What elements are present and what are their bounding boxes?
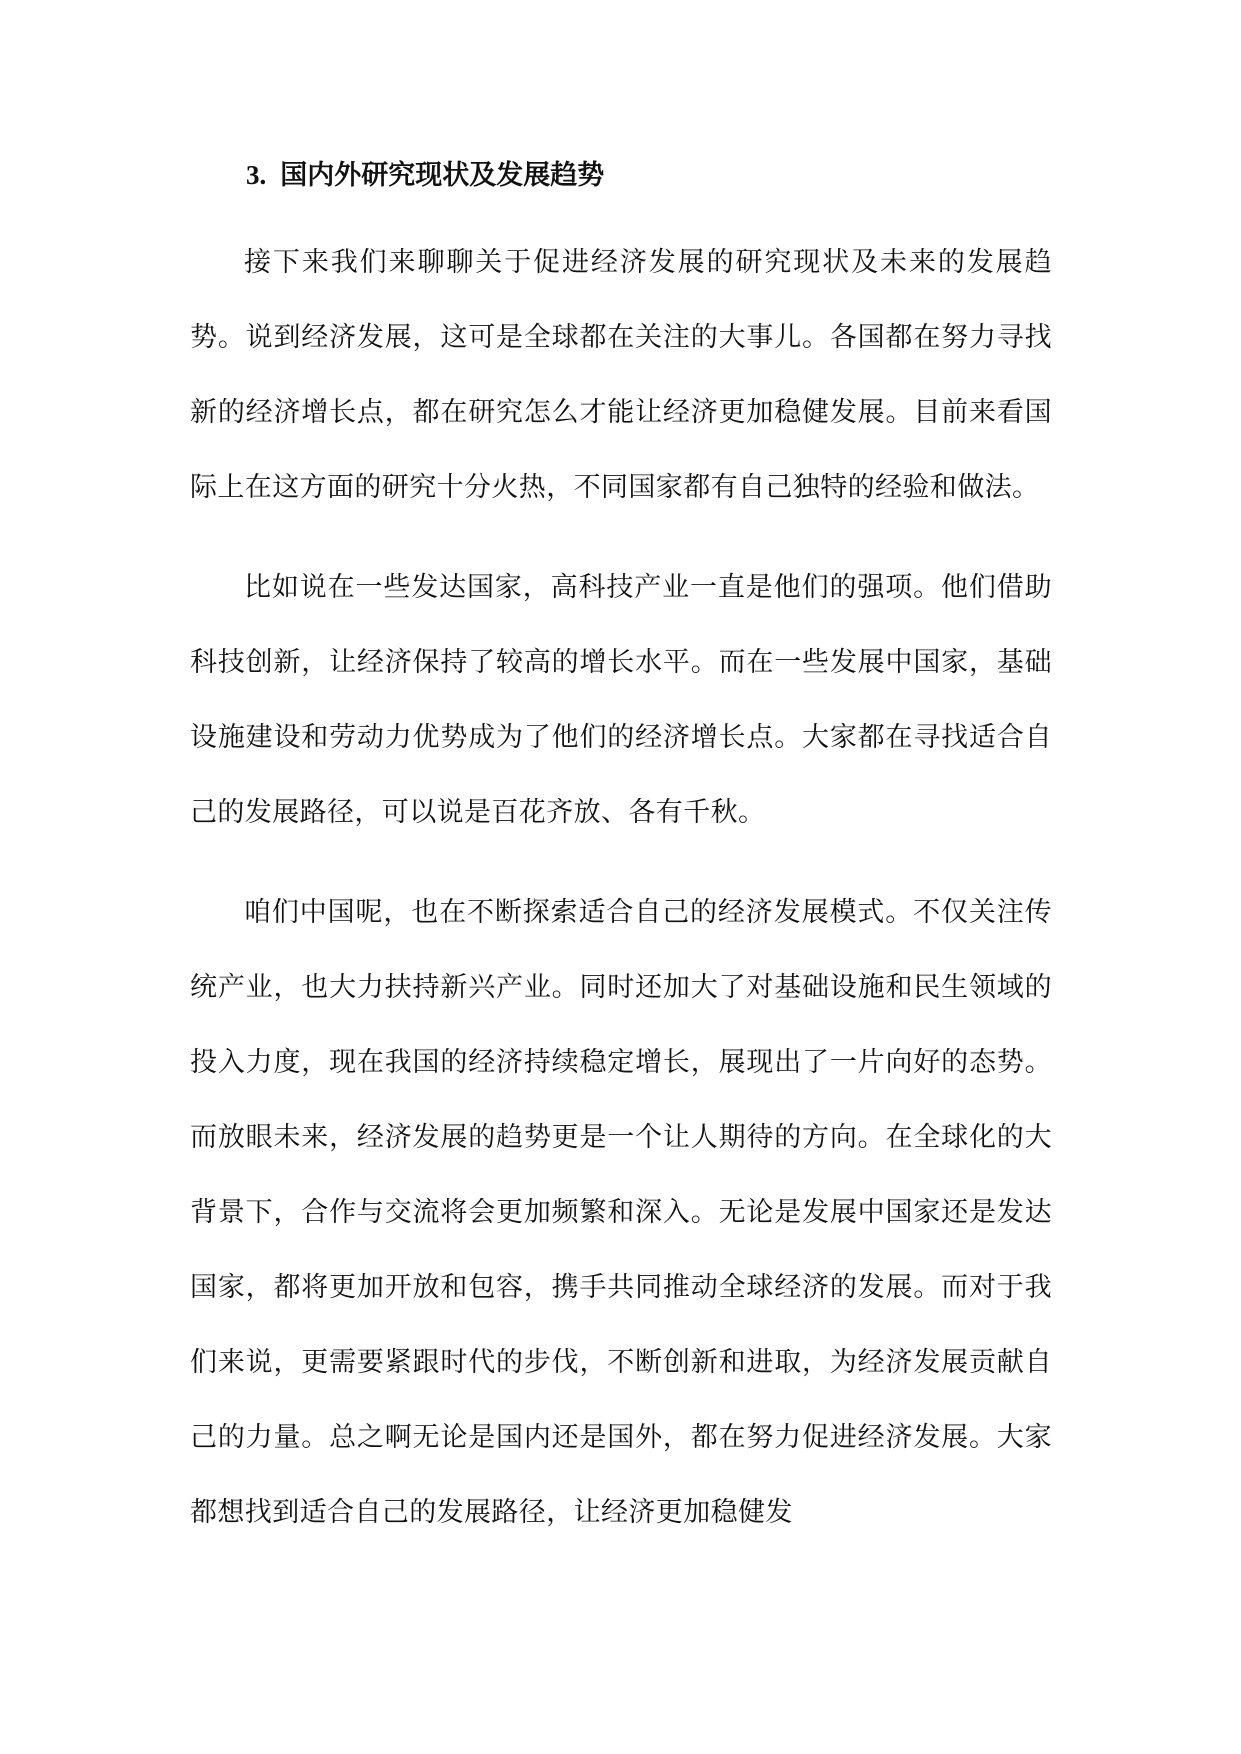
paragraph-1: 接下来我们来聊聊关于促进经济发展的研究现状及未来的发展趋势。说到经济发展，这可是全球都在关注的大事儿。各国都在努力寻找新的经济增长点，都在研究怎么才能让经济更加稳健发展。目前来看国际上在这方面的研究十分火热，不同国家都有自己独特的经验和做法。 — [190, 247, 1052, 503]
paragraph-2: 比如说在一些发达国家，高科技产业一直是他们的强项。他们借助科技创新，让经济保持了较高的增长水平。而在一些发展中国家，基础设施建设和劳动力优势成为了他们的经济增长点。大家都在寻找适合自己的发展路径，可以说是百花齐放、各有千秋。 — [190, 572, 1052, 828]
section-title: 国内外研究现状及发展趋势 — [280, 160, 605, 191]
paragraph-3: 咱们中国呢，也在不断探索适合自己的经济发展模式。不仅关注传统产业，也大力扶持新兴产业。同时还加大了对基础设施和民生领域的投入力度，现在我国的经济持续稳定增长，展现出了一片向好的态势。而放眼未来，经济发展的趋势更是一个让人期待的方向。在全球化的大背景下，合作与交流将会更加频繁和深入。无论是发展中国家还是发达国家，都将更加开放和包容，携手共同推动全球经济的发展。而对于我们来说，更需要紧跟时代的步伐，不断创新和进取，为经济发展贡献自己的力量。总之啊无论是国内还是国外，都在努力促进经济发展。大家都想找到适合自己的发展路径，让经济更加稳健发 — [190, 897, 1052, 1528]
section-number: 3. — [246, 160, 267, 190]
section-heading — [246, 150, 1052, 200]
document-body — [190, 150, 1052, 1550]
